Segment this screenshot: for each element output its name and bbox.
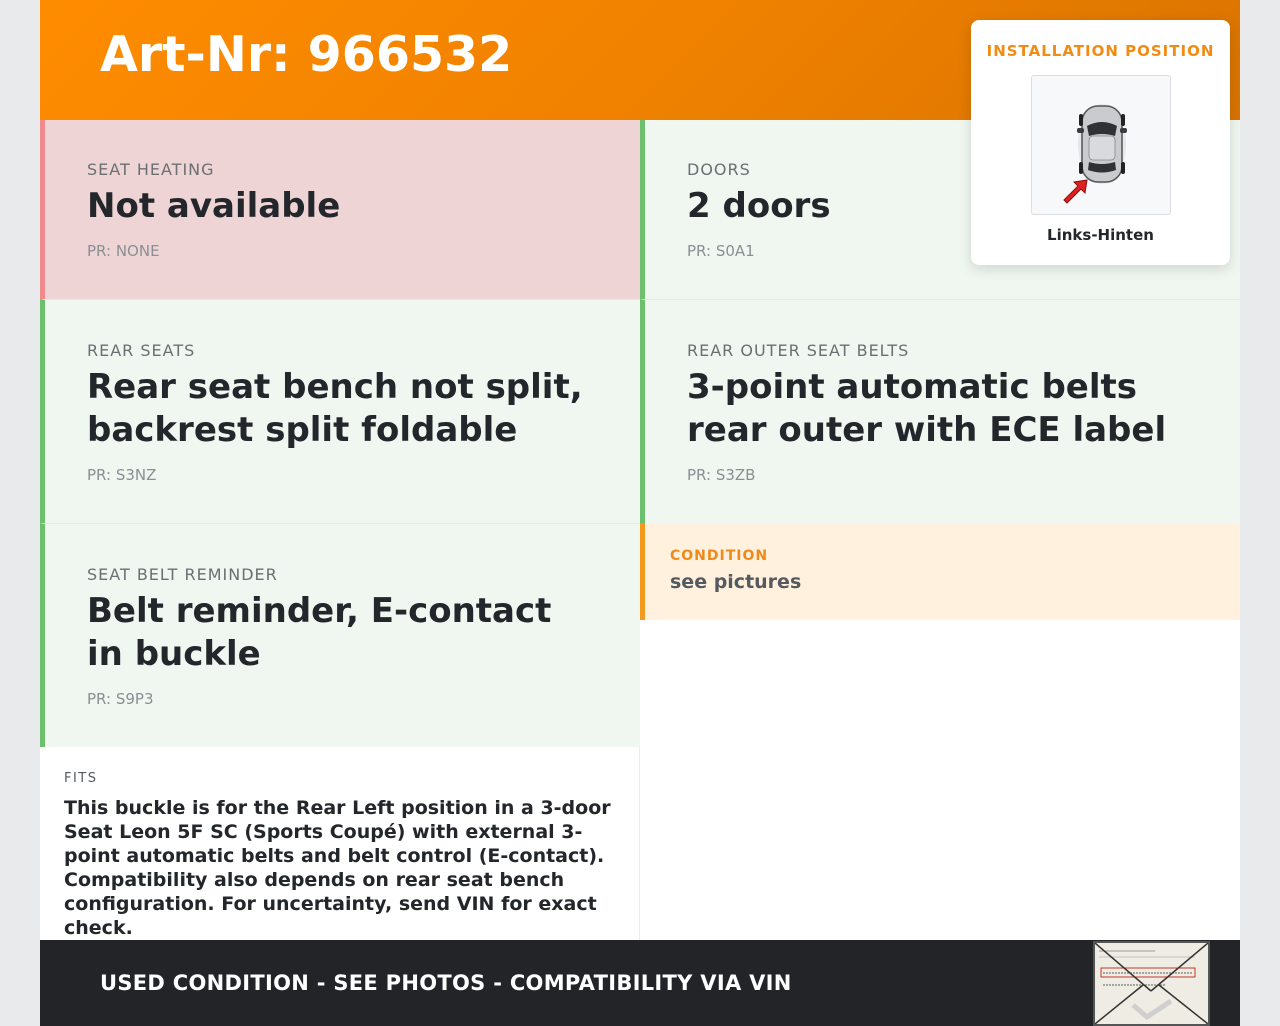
installation-position-panel: [971, 20, 1230, 265]
belt-reminder-label: SEAT BELT REMINDER: [87, 565, 278, 584]
fits-description: This buckle is for the Rear Left position in a 3-door Seat Leon 5F SC (Sports Coupé) with external 3-point automatic belts and belt control (E-contact). Compatibility also depends on rear seat bench configuration. For uncertainty, send VIN for exact check.: [64, 797, 611, 939]
rear-belts-card: [640, 299, 1240, 523]
fits-label: FITS: [64, 771, 98, 786]
condition-value: see pictures: [670, 571, 802, 593]
rear-belts-label: REAR OUTER SEAT BELTS: [687, 341, 910, 360]
condition-label: CONDITION: [670, 548, 769, 564]
rear-seats-pr-code: PR: S3NZ: [87, 466, 157, 484]
belt-reminder-pr-code: PR: S9P3: [87, 690, 154, 708]
car-top-view-icon: [1032, 76, 1172, 216]
footer-bar: [40, 940, 1240, 1026]
belt-reminder-value: Belt reminder, E-contact in buckle: [87, 591, 552, 674]
rear-seats-label: REAR SEATS: [87, 341, 196, 360]
doors-pr-code: PR: S0A1: [687, 242, 755, 260]
seat-heating-label: SEAT HEATING: [87, 160, 215, 179]
article-number-title: Art-Nr: 966532: [100, 26, 513, 83]
document-envelope-icon: [1095, 943, 1208, 1024]
vehicle-document-thumbnail[interactable]: [1093, 941, 1210, 1026]
footer-notice: USED CONDITION - SEE PHOTOS - COMPATIBILITY VIA VIN: [100, 971, 792, 995]
product-sheet: [40, 0, 1240, 1026]
rear-seats-card: [40, 299, 640, 523]
fits-section: [40, 747, 640, 940]
doors-label: DOORS: [687, 160, 751, 179]
rear-belts-value: 3-point automatic belts rear outer with ECE label: [687, 367, 1167, 450]
rear-belts-pr-code: PR: S3ZB: [687, 466, 756, 484]
doors-value: 2 doors: [687, 186, 831, 226]
installation-position-title: INSTALLATION POSITION: [986, 42, 1215, 60]
car-position-thumbnail[interactable]: [1031, 75, 1171, 215]
seat-heating-card: [40, 120, 640, 299]
belt-reminder-card: [40, 523, 640, 747]
seat-heating-value: Not available: [87, 186, 341, 226]
condition-card: [640, 523, 1240, 620]
rear-seats-value: Rear seat bench not split, backrest split foldable: [87, 367, 583, 450]
installation-position-value: Links-Hinten: [1047, 226, 1154, 244]
seat-heating-pr-code: PR: NONE: [87, 242, 160, 260]
